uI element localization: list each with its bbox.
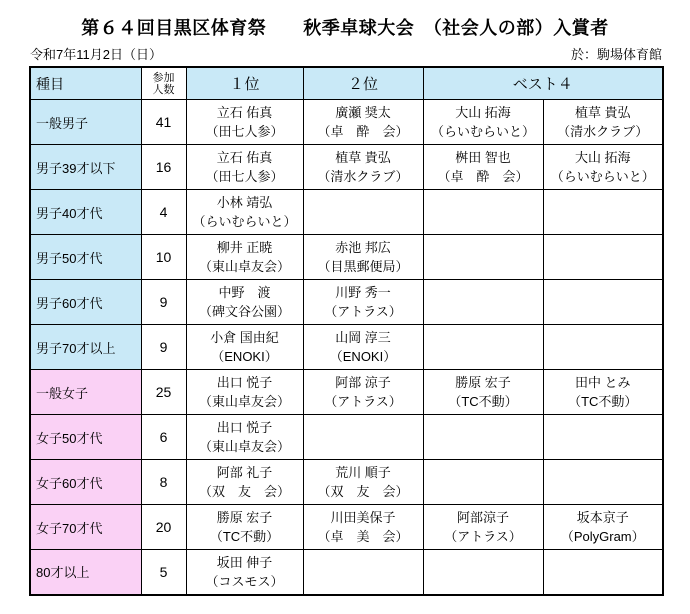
first-place-cell [186, 100, 303, 145]
best4-cell-1 [423, 280, 543, 325]
best4-cell-2 [543, 415, 663, 460]
winner-name: 阿部涼子 [456, 510, 509, 525]
header-category: 種目 [30, 67, 141, 100]
winner-club: （双 友 会） [317, 484, 409, 499]
best4-cell-2 [543, 235, 663, 280]
table-row [30, 505, 663, 550]
table-row [30, 460, 663, 505]
winner-club: （東山卓友会） [198, 394, 290, 409]
winner-club: （アトラス） [324, 304, 402, 319]
header-first-place: １位 [186, 67, 303, 100]
first-place-cell [186, 280, 303, 325]
participant-count: 41 [141, 100, 186, 145]
category-cell: 一般女子 [30, 370, 141, 415]
winner-club: （PolyGram） [560, 529, 645, 544]
best4-cell-2 [543, 370, 663, 415]
winner-name: 荒川 順子 [335, 465, 391, 480]
winner-name: 赤池 邦広 [335, 240, 391, 255]
winner-club: （TC不動） [568, 394, 638, 409]
second-place-cell [303, 325, 423, 370]
second-place-cell [303, 100, 423, 145]
first-place-cell [186, 550, 303, 595]
header-participants [141, 67, 186, 100]
header-best4: ベスト４ [423, 67, 663, 100]
best4-cell-1 [423, 100, 543, 145]
winner-name: 阿部 涼子 [335, 375, 391, 390]
first-place-cell [186, 460, 303, 505]
best4-cell-1 [423, 550, 543, 595]
winner-name: 出口 悦子 [216, 420, 273, 435]
first-place-cell [186, 190, 303, 235]
best4-cell-1 [423, 460, 543, 505]
winner-club: （ENOKI） [329, 349, 397, 364]
category-cell: 男子40才代 [30, 190, 141, 235]
winner-name: 小倉 国由紀 [210, 330, 279, 345]
winner-club: （東山卓友会） [198, 259, 290, 274]
participant-count: 8 [141, 460, 186, 505]
winner-club: （田七人参） [205, 124, 284, 139]
table-row [30, 325, 663, 370]
participant-count: 6 [141, 415, 186, 460]
winner-club: （ENOKI） [211, 349, 278, 364]
best4-cell-2 [543, 280, 663, 325]
winner-club: （らいむらいと） [430, 124, 535, 139]
table-row [30, 370, 663, 415]
best4-cell-1 [423, 190, 543, 235]
second-place-cell [303, 280, 423, 325]
second-place-cell [303, 460, 423, 505]
participant-count: 20 [141, 505, 186, 550]
winner-name: 山岡 淳三 [335, 330, 391, 345]
participant-count: 25 [141, 370, 186, 415]
winner-club: （碑文谷公園） [198, 304, 290, 319]
winner-club: （田七人参） [205, 169, 284, 184]
table-row [30, 145, 663, 190]
best4-cell-2 [543, 505, 663, 550]
header-row [30, 67, 663, 100]
second-place-cell [303, 145, 423, 190]
winner-name: 桝田 智也 [455, 150, 511, 165]
table-row [30, 190, 663, 235]
first-place-cell [186, 415, 303, 460]
winner-name: 植草 貴弘 [574, 105, 631, 120]
category-cell: 男子60才代 [30, 280, 141, 325]
first-place-cell [186, 145, 303, 190]
category-cell: 女子60才代 [30, 460, 141, 505]
winner-club: （清水クラブ） [557, 124, 649, 139]
winner-club: （清水クラブ） [317, 169, 409, 184]
second-place-cell [303, 235, 423, 280]
participant-count: 16 [141, 145, 186, 190]
category-cell: 男子39才以下 [30, 145, 141, 190]
best4-cell-2 [543, 190, 663, 235]
winner-club: （アトラス） [444, 529, 522, 544]
category-cell: 男子50才代 [30, 235, 141, 280]
winner-name: 坂田 伸子 [216, 554, 273, 570]
winner-name: 大山 拓海 [574, 150, 631, 165]
venue: 於：駒場体育館 [570, 47, 662, 62]
table-row [30, 550, 663, 595]
participant-count: 4 [141, 190, 186, 235]
best4-cell-2 [543, 460, 663, 505]
page-title: 第６４回目黒区体育祭 秋季卓球大会 （社会人の部）入賞者 [81, 18, 609, 38]
winner-name: 大山 拓海 [455, 105, 511, 120]
table-header [30, 67, 663, 100]
winner-name: 植草 貴弘 [335, 150, 391, 165]
winner-name: 廣瀬 奨太 [335, 105, 391, 120]
participant-count: 5 [141, 550, 186, 595]
table-row [30, 100, 663, 145]
second-place-cell [303, 550, 423, 595]
table-row [30, 280, 663, 325]
participant-count: 9 [141, 325, 186, 370]
winner-club: （TC不動） [209, 529, 280, 544]
category-cell: 女子50才代 [30, 415, 141, 460]
category-cell: 一般男子 [30, 100, 141, 145]
winner-name: 小林 靖弘 [216, 195, 273, 210]
winner-name: 立石 佑真 [216, 150, 273, 165]
header-second-place: ２位 [303, 67, 423, 100]
winner-name: 中野 渡 [218, 285, 271, 300]
winner-name: 勝原 宏子 [455, 375, 511, 390]
results-table-body [30, 100, 663, 595]
winner-name: 勝原 宏子 [216, 510, 273, 525]
winner-club: （コスモス） [205, 573, 284, 589]
first-place-cell [186, 325, 303, 370]
best4-cell-1 [423, 235, 543, 280]
table-row [30, 235, 663, 280]
best4-cell-1 [423, 325, 543, 370]
winner-club: （目黒郵便局） [317, 259, 409, 274]
winner-name: 出口 悦子 [216, 375, 273, 390]
best4-cell-2 [543, 100, 663, 145]
header-participants-line1: 参加 [152, 71, 175, 84]
winner-club: （東山卓友会） [198, 439, 290, 454]
best4-cell-2 [543, 325, 663, 370]
winner-name: 坂本京子 [576, 510, 629, 525]
winner-name: 阿部 礼子 [216, 465, 273, 480]
best4-cell-1 [423, 415, 543, 460]
winner-name: 立石 佑真 [216, 105, 273, 120]
category-cell: 80才以上 [30, 550, 141, 595]
meta-row [30, 44, 662, 63]
results-table [29, 66, 664, 596]
winner-name: 柳井 正暁 [216, 240, 273, 255]
participant-count: 10 [141, 235, 186, 280]
second-place-cell [303, 370, 423, 415]
event-date: 令和7年11月2日（日） [30, 47, 162, 62]
winner-club: （卓 酔 会） [317, 124, 409, 139]
second-place-cell [303, 505, 423, 550]
first-place-cell [186, 235, 303, 280]
winner-name: 川野 秀一 [335, 285, 391, 300]
category-cell: 女子70才代 [30, 505, 141, 550]
winner-name: 川田美保子 [330, 510, 396, 525]
winner-club: （らいむらいと） [192, 214, 297, 229]
category-cell: 男子70才以上 [30, 325, 141, 370]
table-row [30, 415, 663, 460]
winner-name: 田中 とみ [574, 375, 631, 390]
header-participants-line2: 人数 [152, 83, 175, 96]
winner-club: （卓 美 会） [317, 529, 409, 544]
winner-club: （アトラス） [324, 394, 402, 409]
first-place-cell [186, 505, 303, 550]
best4-cell-2 [543, 550, 663, 595]
best4-cell-1 [423, 370, 543, 415]
winner-club: （双 友 会） [198, 484, 290, 499]
best4-cell-2 [543, 145, 663, 190]
best4-cell-1 [423, 505, 543, 550]
best4-cell-1 [423, 145, 543, 190]
second-place-cell [303, 415, 423, 460]
winner-club: （らいむらいと） [550, 169, 655, 184]
winner-club: （TC不動） [448, 394, 518, 409]
participant-count: 9 [141, 280, 186, 325]
winner-club: （卓 酔 会） [437, 169, 529, 184]
first-place-cell [186, 370, 303, 415]
second-place-cell [303, 190, 423, 235]
